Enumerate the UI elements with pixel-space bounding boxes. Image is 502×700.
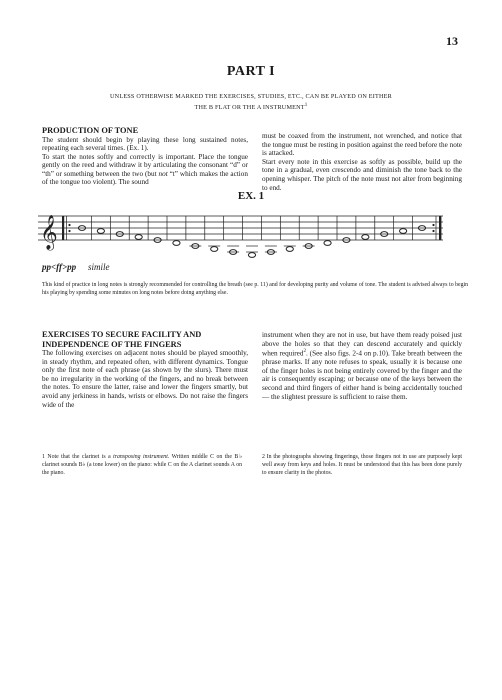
section2-heading-line-2: INDEPENDENCE OF THE FINGERS xyxy=(42,339,182,349)
section1-right-paragraph-2: Start every note in this exercise as softly as possible, build up the tone in a gradual, even crescendo and diminish the tone back to the opening whisper. The pitch of the note must not alter from beginning to end. xyxy=(262,157,462,192)
whole-note xyxy=(362,235,369,240)
section2-right-paragraph-a: instrument when they are not in use, but have them ready poised just above the holes so that they can descend accurately and quickly when required xyxy=(262,331,462,358)
section1-heading: PRODUCTION OF TONE xyxy=(42,126,139,135)
section1-right-column xyxy=(262,132,462,192)
section2-heading-line-1: EXERCISES TO SECURE FACILITY AND xyxy=(42,330,202,339)
footnote-1-a: 1 Note that the clarinet is a xyxy=(42,454,114,460)
whole-note xyxy=(248,253,255,258)
dynamic-marking: pp<ff>pp xyxy=(42,262,77,272)
section1-left-paragraph-2-b: “t” which makes the action of the tongue too violent). The sound xyxy=(42,169,248,187)
practice-note: This kind of practice in long notes is strongly recommended for controlling the breath (see p. 11) and for developing purity and volume of tone. The student is advised always to begin his playing by spending some minutes on long notes before doing anything else. xyxy=(42,282,468,296)
whole-note xyxy=(173,241,180,246)
example-title: EX. 1 xyxy=(237,190,265,202)
treble-clef-icon: 𝄞 xyxy=(40,216,58,249)
intro-text xyxy=(60,92,442,112)
intro-line-2-text: THE B FLAT OR THE A INSTRUMENT xyxy=(194,104,305,112)
footnote-1-italic: transposing instrument. xyxy=(113,454,170,460)
footnote-1-b: Written middle C on the B♭ clarinet sounds B♭ (a tone lower) on the piano: while C on the A clarinet sounds A on the piano. xyxy=(42,454,243,476)
section2-left-column xyxy=(42,330,248,409)
section1-left-column xyxy=(42,126,248,187)
footnote-1 xyxy=(42,454,242,477)
section2-right-paragraph xyxy=(262,331,462,401)
footnote-2: 2 In the photographs showing fingerings, those fingers not in use are purposely kept well away from keys and holes. It must be understood that this has been done purely to ensure clarity in the photos. xyxy=(262,454,462,476)
section1-left-paragraph-2 xyxy=(42,153,248,187)
section1-left-paragraph-1: The student should begin by playing these long sustained notes, repeating each several times. (Ex. 1). xyxy=(42,135,248,153)
section1-left-paragraph-2-a: To start the notes softly and correctly is important. Place the tongue gently on the reed and withdraw it by articulating the consonant “d” or “th” or something between the two (but xyxy=(42,152,248,178)
section2-right-column xyxy=(262,331,462,401)
footnote-ref-2: 2 xyxy=(303,349,306,355)
whole-note xyxy=(400,229,407,234)
music-staff xyxy=(38,206,468,278)
simile-marking: simile xyxy=(88,262,110,272)
footnote-ref-1: 1 xyxy=(304,103,308,108)
section1-right-paragraph-1: must be coaxed from the instrument, not wrenched, and notice that the tongue must be resting in position against the reed before the note is attacked. xyxy=(262,132,463,158)
whole-note xyxy=(97,229,104,234)
section2-right-paragraph-b: . (See also figs. 2-4 on p.10). Take breath between the phrase marks. If any note refuses to speak, usually it is because one of the finger holes is not being entirely covered by the finger and the air is consequently escaping; or because one of the keys between the second and third fingers of either hand is being accidentally touched — the slightest pressure is sufficient to raise them. xyxy=(262,349,462,401)
page-number: 13 xyxy=(446,34,458,48)
emphasis-not: not xyxy=(158,169,168,178)
intro-line-1: UNLESS OTHERWISE MARKED THE EXERCISES, STUDIES, ETC., CAN BE PLAYED ON EITHER xyxy=(110,93,392,100)
section2-left-paragraph: The following exercises on adjacent notes should be played smoothly, in steady rhythm, and repeated often, with different dynamics. Tongue only the first note of each phrase (as shown by the slurs). There must be no irregularity in the working of the fingers, and no break between the notes. To ensure the latter, raise and lower the fingers smartly, but avoid any jerkiness in hands, wrists or elbows. Do not raise the fingers wide of the xyxy=(42,349,248,409)
whole-note xyxy=(286,247,293,252)
intro-line-2 xyxy=(60,101,442,112)
whole-note xyxy=(135,235,142,240)
whole-note xyxy=(211,247,218,252)
whole-note xyxy=(324,241,331,246)
part-title: PART I xyxy=(226,64,276,79)
